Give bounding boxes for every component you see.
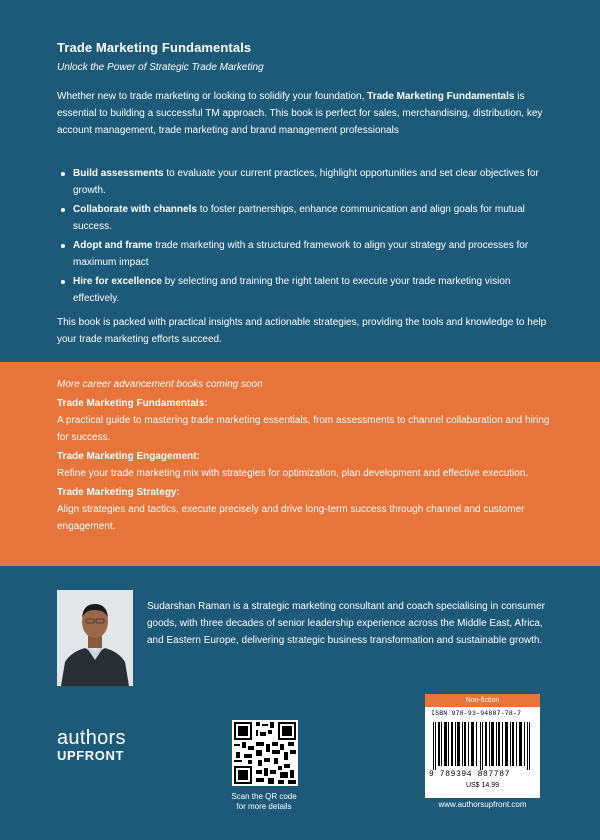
author-photo	[57, 590, 133, 686]
series-book-title: Trade Marketing Engagement:	[57, 451, 200, 462]
series-book-desc: Align strategies and tactics, execute precisely and drive long-term success through channel and customer engagement.	[57, 504, 525, 532]
series-book-desc: A practical guide to mastering trade marketing essentials, from assessments to channel collabaration and hiring for success.	[57, 415, 550, 443]
intro-text-2: is essential to building a successful TM approach. This book is perfect for sales, merchandising, distribution, key account management, trade marketing and brand management professionals	[57, 91, 543, 136]
qr-code	[232, 720, 300, 791]
feature-list	[57, 165, 557, 309]
intro-text-1: Whether new to trade marketing or looking to solidify your foundation,	[57, 91, 368, 102]
bullet-icon	[61, 280, 65, 284]
qr-caption-line-1: Scan the QR code	[231, 792, 297, 801]
qr-caption-line-2: for more details	[236, 802, 292, 811]
description-section	[0, 0, 600, 362]
barcode-icon	[431, 722, 535, 770]
list-item-bold: Build assessments	[73, 168, 164, 179]
series-book-desc: Refine your trade marketing mix with strategies for optimization, plan development and effective execution.	[57, 468, 529, 479]
series-book-title: Trade Marketing Strategy:	[57, 487, 180, 498]
bullet-icon	[61, 208, 65, 212]
category-badge: Non-fiction	[425, 694, 540, 707]
qr-caption	[218, 792, 310, 812]
list-item-text: to foster partnerships, enhance communication and align goals for mutual success.	[73, 204, 525, 232]
author-section	[0, 566, 600, 840]
logo-line-1: authors	[57, 727, 126, 749]
closing-paragraph: This book is packed with practical insights and actionable strategies, providing the tools and knowledge to help your trade marketing efforts succeed.	[57, 317, 547, 345]
list-item-bold: Hire for excellence	[73, 276, 162, 287]
series-book-title: Trade Marketing Fundamentals:	[57, 398, 208, 409]
list-item	[57, 165, 557, 199]
logo-line-2: UPFRONT	[57, 748, 125, 763]
publisher-website: www.authorsupfront.com	[438, 800, 527, 809]
bullet-icon	[61, 172, 65, 176]
series-heading: More career advancement books coming soon	[57, 379, 263, 390]
list-item	[57, 237, 557, 271]
list-item	[57, 273, 557, 307]
qr-code-icon	[232, 720, 298, 786]
book-title: Trade Marketing Fundamentals	[57, 40, 252, 55]
series-banner	[0, 362, 600, 566]
barcode-label	[425, 694, 540, 798]
list-item-bold: Collaborate with channels	[73, 204, 197, 215]
publisher-logo	[57, 728, 126, 764]
list-item-bold: Adopt and frame	[73, 240, 153, 251]
list-item-text: trade marketing with a structured framework to align your strategy and processes for maximum impact	[73, 240, 529, 268]
list-item-text: by selecting and training the right talent to execute your trade marketing vision effectively.	[73, 276, 511, 304]
intro-paragraph	[57, 88, 562, 139]
price-label: US$ 14.99	[465, 782, 500, 789]
list-item-text: to evaluate your current practices, highlight opportunities and set clear objectives for growth.	[73, 168, 539, 196]
bullet-icon	[61, 244, 65, 248]
intro-bold-title: Trade Marketing Fundamentals	[367, 91, 515, 102]
book-subtitle: Unlock the Power of Strategic Trade Marketing	[57, 62, 264, 73]
isbn-label: ISBN 978-93-94887-78-7	[431, 710, 522, 717]
list-item	[57, 201, 557, 235]
author-bio: Sudarshan Raman is a strategic marketing consultant and coach specialising in consumer goods, with three decades of senior leadership experience across the Middle East, Africa, and Eastern Europe, delivering strategic business transformation and sustainable growth.	[147, 601, 545, 646]
isbn-digits: 9 789394 887787	[429, 770, 511, 779]
